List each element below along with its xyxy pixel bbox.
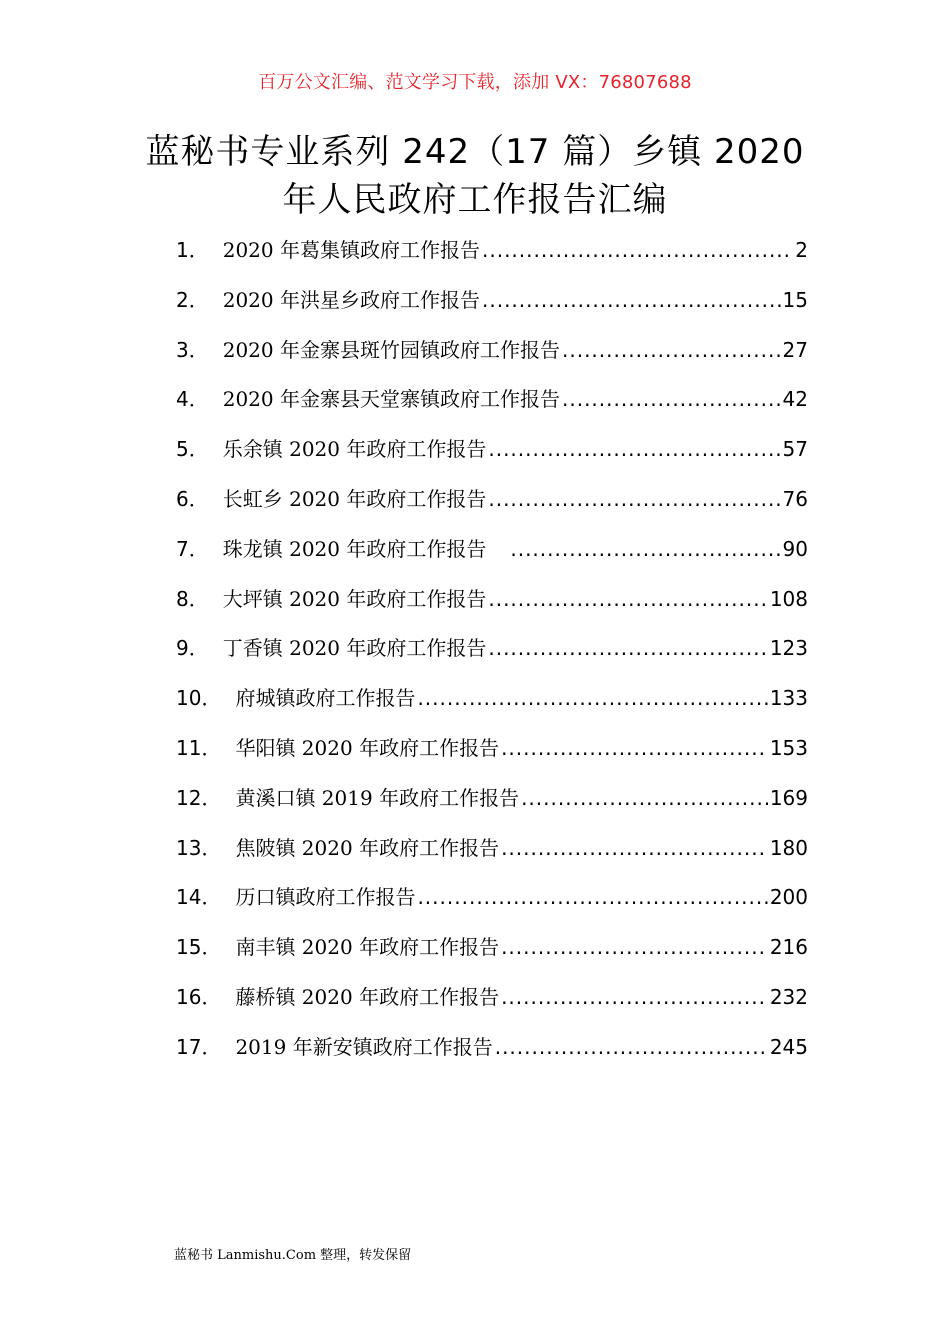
toc-entry-number: 11．: [176, 735, 222, 760]
toc-entry-number: 7．: [176, 536, 209, 561]
toc-entry-title: 2020 年金寨县斑竹园镇政府工作报告: [222, 337, 560, 362]
toc-entry-title: 2020 年金寨县天堂寨镇政府工作报告: [222, 387, 560, 412]
toc-entry-title: 焦陂镇 2020 年政府工作报告: [235, 835, 500, 860]
title-line-1: 蓝秘书专业系列 242（17 篇）乡镇 2020: [145, 132, 805, 172]
toc-entry-10[interactable]: [176, 682, 808, 732]
toc-entry-page: 123: [769, 636, 808, 661]
toc-entry-number: 6．: [176, 486, 209, 511]
toc-entry-number: 2．: [176, 287, 209, 312]
toc-entry-page: 90: [782, 536, 808, 561]
toc-entry-title: 2019 年新安镇政府工作报告: [235, 1034, 493, 1059]
toc-entry-title: 黄溪口镇 2019 年政府工作报告: [235, 785, 520, 810]
toc-entry-page: 42: [782, 387, 808, 412]
toc-entry-15[interactable]: [176, 931, 808, 981]
toc-leader-dots: [417, 686, 767, 710]
toc-entry-title: 藤桥镇 2020 年政府工作报告: [235, 984, 500, 1009]
toc-entry-number: 8．: [176, 586, 209, 611]
toc-entry-13[interactable]: [176, 832, 808, 882]
toc-entry-title: 珠龙镇 2020 年政府工作报告: [222, 536, 487, 561]
toc-entry-number: 10．: [176, 686, 222, 711]
toc-entry-page: 133: [769, 686, 808, 711]
toc-leader-dots: [482, 238, 793, 262]
toc-entry-page: 108: [769, 586, 808, 611]
toc-entry-title: 历口镇政府工作报告: [235, 885, 416, 910]
toc-entry-2[interactable]: [176, 284, 808, 334]
toc-leader-dots: [562, 387, 781, 411]
toc-entry-number: 5．: [176, 437, 209, 462]
toc-entry-14[interactable]: [176, 881, 808, 931]
toc-entry-number: 16．: [176, 984, 222, 1009]
toc-leader-dots: [417, 885, 767, 909]
footer-note: 蓝秘书 Lanmishu.Com 整理，转发保留: [174, 1248, 412, 1263]
toc-entry-page: 216: [769, 935, 808, 960]
toc-leader-dots: [521, 786, 768, 810]
toc-leader-dots: [501, 736, 768, 760]
toc-entry-page: 180: [769, 835, 808, 860]
toc-entry-page: 76: [782, 486, 808, 511]
toc-entry-title: 府城镇政府工作报告: [235, 686, 416, 711]
toc-leader-dots: [495, 1035, 768, 1059]
toc-entry-title: 华阳镇 2020 年政府工作报告: [235, 735, 500, 760]
toc-entry-title: 2020 年洪星乡政府工作报告: [222, 287, 480, 312]
toc-entry-page: 232: [769, 984, 808, 1009]
toc-leader-dots: [501, 935, 768, 959]
toc-leader-dots: [488, 587, 767, 611]
toc-entry-number: 17．: [176, 1034, 222, 1059]
toc-entry-page: 153: [769, 735, 808, 760]
toc-entry-16[interactable]: [176, 981, 808, 1031]
toc-entry-number: 1．: [176, 238, 209, 262]
toc-entry-8[interactable]: [176, 583, 808, 633]
toc-entry-page: 57: [782, 437, 808, 462]
toc-leader-dots: [488, 437, 780, 461]
toc-entry-page: 200: [769, 885, 808, 910]
toc-entry-title: 丁香镇 2020 年政府工作报告: [222, 636, 487, 661]
toc-leader-dots: [488, 487, 780, 511]
toc-entry-4[interactable]: [176, 383, 808, 433]
toc-entry-1[interactable]: [176, 234, 808, 284]
toc-entry-number: 14．: [176, 885, 222, 910]
toc-leader-dots: [501, 985, 768, 1009]
toc-leader-dots: [501, 836, 768, 860]
toc-entry-3[interactable]: [176, 334, 808, 384]
title-line-2: 年人民政府工作报告汇编: [282, 180, 668, 220]
toc-entry-page: 15: [782, 287, 808, 312]
toc-leader-dots: [482, 288, 781, 312]
toc-entry-title: 长虹乡 2020 年政府工作报告: [222, 486, 487, 511]
table-of-contents: [176, 234, 808, 1081]
toc-entry-number: 3．: [176, 337, 209, 362]
toc-entry-page: 169: [769, 785, 808, 810]
toc-entry-number: 12．: [176, 785, 222, 810]
toc-entry-9[interactable]: [176, 632, 808, 682]
toc-entry-6[interactable]: [176, 483, 808, 533]
toc-entry-5[interactable]: [176, 433, 808, 483]
header-ad-text: 百万公文汇编、范文学习下载，添加 VX：76807688: [258, 72, 692, 93]
page-title: [100, 128, 850, 224]
toc-entry-title: 2020 年葛集镇政府工作报告: [222, 238, 480, 262]
toc-entry-12[interactable]: [176, 782, 808, 832]
toc-entry-page: 27: [782, 337, 808, 362]
toc-leader-dots: [510, 537, 780, 561]
toc-entry-page: 2: [795, 238, 808, 262]
toc-entry-page: 245: [769, 1034, 808, 1059]
toc-entry-title: 大坪镇 2020 年政府工作报告: [222, 586, 487, 611]
toc-entry-title: 乐余镇 2020 年政府工作报告: [222, 437, 487, 462]
toc-entry-number: 9．: [176, 636, 209, 661]
toc-entry-17[interactable]: [176, 1031, 808, 1081]
toc-leader-dots: [562, 338, 781, 362]
toc-entry-7[interactable]: [176, 533, 808, 583]
toc-entry-number: 15．: [176, 935, 222, 960]
toc-entry-number: 4．: [176, 387, 209, 412]
toc-entry-11[interactable]: [176, 732, 808, 782]
toc-entry-title: 南丰镇 2020 年政府工作报告: [235, 935, 500, 960]
toc-leader-dots: [488, 636, 767, 660]
toc-entry-number: 13．: [176, 835, 222, 860]
